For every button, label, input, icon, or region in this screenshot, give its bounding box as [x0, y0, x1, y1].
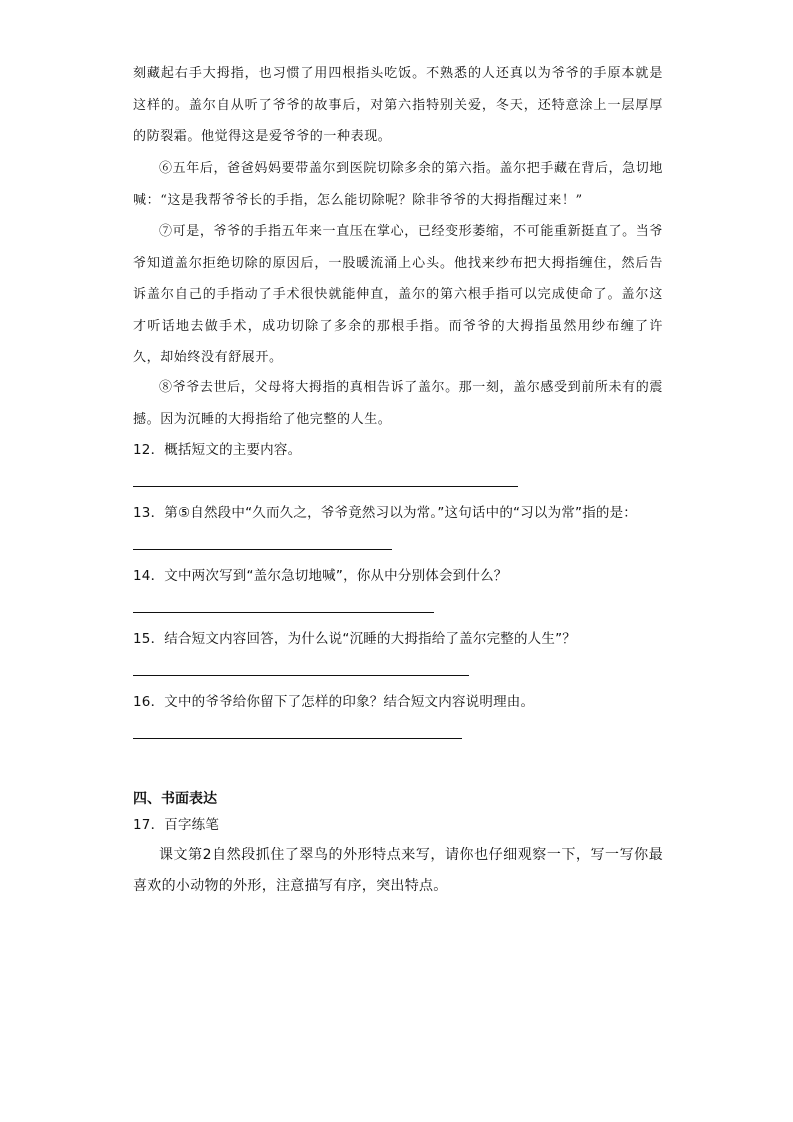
writing-prompt: 课文第2自然段抓住了翠鸟的外形特点来写，请你也仔细观察一下，写一写你最喜欢的小动物的外形，注意描写有序，突出特点。 — [133, 847, 663, 894]
passage-paragraph-8: ⑧爷爷去世后，父母将大拇指的真相告诉了盖尔。那一刻，盖尔感受到前所未有的震撼。因为沉睡的大拇指给了他完整的人生。 — [133, 380, 663, 427]
answer-line-14[interactable] — [133, 612, 434, 613]
answer-line-13[interactable] — [133, 549, 392, 550]
question-15: 15．结合短文内容回答，为什么说“沉睡的大拇指给了盖尔完整的人生”？ — [133, 631, 576, 647]
question-14: 14．文中两次写到“盖尔急切地喊”，你从中分别体会到什么？ — [133, 568, 508, 584]
question-16: 16．文中的爷爷给你留下了怎样的印象？结合短文内容说明理由。 — [133, 694, 535, 710]
answer-line-15[interactable] — [133, 675, 469, 676]
section-title-writing: 四、书面表达 — [133, 791, 217, 807]
question-12: 12．概括短文的主要内容。 — [133, 442, 302, 458]
answer-line-16[interactable] — [133, 738, 462, 739]
passage-paragraph-5-continued: 刻藏起右手大拇指，也习惯了用四根指头吃饭。不熟悉的人还真以为爷爷的手原本就是这样的。盖尔自从听了爷爷的故事后，对第六指特别关爱，冬天，还特意涂上一层厚厚的防裂霜。他觉得这是爱爷爷的一种表现。 — [133, 66, 663, 144]
passage-paragraph-6: ⑥五年后，爸爸妈妈要带盖尔到医院切除多余的第六指。盖尔把手藏在背后，急切地喊：“这是我帮爷爷长的手指，怎么能切除呢？除非爷爷的大拇指醒过来！” — [133, 161, 663, 208]
passage-paragraph-7: ⑦可是，爷爷的手指五年来一直压在掌心，已经变形萎缩，不可能重新挺直了。当爷爷知道盖尔拒绝切除的原因后，一股暖流涌上心头。他找来纱布把大拇指缠住，然后告诉盖尔自己的手指动了手术很快就能伸直，盖尔的第六根手指可以完成使命了。盖尔这才听话地去做手术，成功切除了多余的那根手指。而爷爷的大拇指虽然用纱布缠了许久，却始终没有舒展开。 — [133, 224, 663, 365]
question-13: 13．第⑤自然段中“久而久之，爷爷竟然习以为常。”这句话中的“习以为常”指的是： — [133, 505, 638, 521]
answer-line-12[interactable] — [133, 486, 518, 487]
question-17: 17．百字练笔 — [133, 817, 220, 833]
